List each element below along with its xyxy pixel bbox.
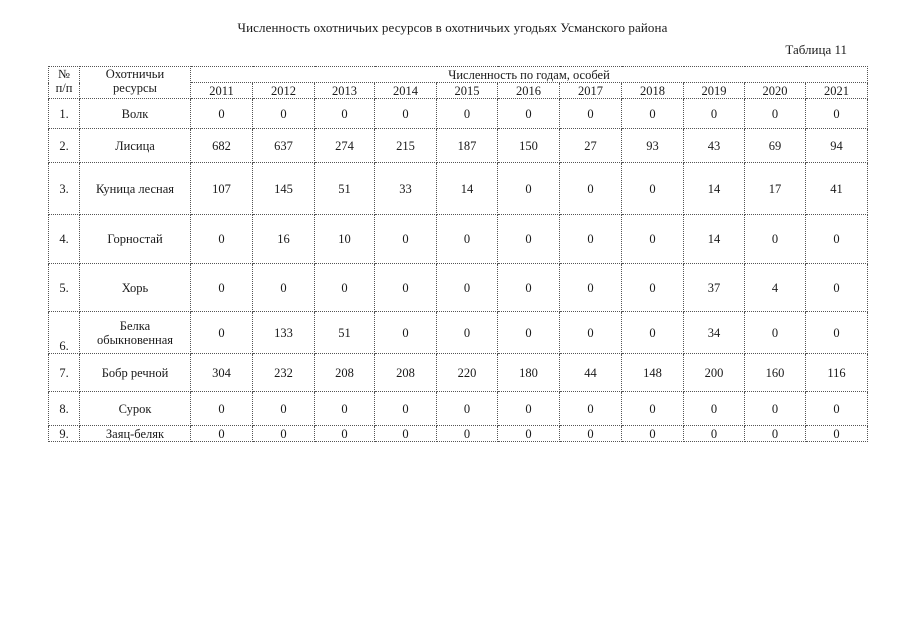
- value-cell-2011: 107: [191, 163, 253, 215]
- value-cell-2017: 27: [560, 129, 622, 163]
- value-cell-2016: 0: [498, 215, 560, 264]
- header-year-2018: 2018: [622, 83, 684, 99]
- value-cell-2021: 116: [806, 354, 868, 392]
- value-cell-2013: 0: [315, 264, 375, 312]
- value-cell-2011: 0: [191, 426, 253, 442]
- value-cell-2020: 0: [745, 426, 806, 442]
- value-cell-2013: 10: [315, 215, 375, 264]
- value-cell-2014: 215: [375, 129, 437, 163]
- value-cell-2013: 0: [315, 392, 375, 426]
- value-cell-2017: 0: [560, 99, 622, 129]
- header-year-2012: 2012: [253, 83, 315, 99]
- value-cell-2013: 0: [315, 426, 375, 442]
- table-row: [49, 129, 868, 163]
- value-cell-2013: 51: [315, 163, 375, 215]
- row-number: 1.: [49, 99, 80, 129]
- value-cell-2019: 14: [684, 163, 745, 215]
- header-year-2021: 2021: [806, 83, 868, 99]
- value-cell-2015: 0: [437, 392, 498, 426]
- value-cell-2011: 0: [191, 215, 253, 264]
- value-cell-2015: 220: [437, 354, 498, 392]
- value-cell-2018: 148: [622, 354, 684, 392]
- value-cell-2017: 44: [560, 354, 622, 392]
- header-year-2015: 2015: [437, 83, 498, 99]
- header-resource-line2: ресурсы: [113, 81, 157, 95]
- resource-name: Белка обыкновенная: [80, 312, 191, 354]
- resource-name: Заяц-беляк: [80, 426, 191, 442]
- value-cell-2019: 0: [684, 392, 745, 426]
- value-cell-2014: 0: [375, 392, 437, 426]
- value-cell-2020: 0: [745, 215, 806, 264]
- header-num-line1: №: [58, 67, 70, 81]
- header-year-2016: 2016: [498, 83, 560, 99]
- value-cell-2018: 0: [622, 264, 684, 312]
- value-cell-2014: 0: [375, 426, 437, 442]
- value-cell-2011: 0: [191, 392, 253, 426]
- value-cell-2011: 0: [191, 312, 253, 354]
- value-cell-2018: 0: [622, 426, 684, 442]
- value-cell-2021: 94: [806, 129, 868, 163]
- value-cell-2012: 0: [253, 264, 315, 312]
- table-caption: Таблица 11: [785, 42, 847, 57]
- resource-name: Хорь: [80, 264, 191, 312]
- value-cell-2014: 208: [375, 354, 437, 392]
- value-cell-2012: 0: [253, 99, 315, 129]
- row-number: 7.: [49, 354, 80, 392]
- table-row: [49, 312, 868, 354]
- value-cell-2020: 69: [745, 129, 806, 163]
- value-cell-2016: 0: [498, 426, 560, 442]
- value-cell-2018: 0: [622, 163, 684, 215]
- table-row: [49, 215, 868, 264]
- value-cell-2015: 0: [437, 426, 498, 442]
- value-cell-2011: 682: [191, 129, 253, 163]
- value-cell-2017: 0: [560, 163, 622, 215]
- value-cell-2012: 637: [253, 129, 315, 163]
- value-cell-2013: 208: [315, 354, 375, 392]
- header-year-2017: 2017: [560, 83, 622, 99]
- value-cell-2012: 0: [253, 426, 315, 442]
- value-cell-2021: 0: [806, 392, 868, 426]
- value-cell-2016: 180: [498, 354, 560, 392]
- value-cell-2018: 93: [622, 129, 684, 163]
- value-cell-2012: 232: [253, 354, 315, 392]
- header-year-2020: 2020: [745, 83, 806, 99]
- table-row: [49, 99, 868, 129]
- value-cell-2017: 0: [560, 392, 622, 426]
- value-cell-2019: 37: [684, 264, 745, 312]
- population-table: [48, 66, 868, 442]
- row-number: 4.: [49, 215, 80, 264]
- value-cell-2014: 0: [375, 312, 437, 354]
- row-number: 8.: [49, 392, 80, 426]
- header-year-2019: 2019: [684, 83, 745, 99]
- value-cell-2020: 0: [745, 99, 806, 129]
- value-cell-2016: 0: [498, 163, 560, 215]
- row-number: 9.: [49, 426, 80, 442]
- value-cell-2012: 0: [253, 392, 315, 426]
- value-cell-2020: 0: [745, 392, 806, 426]
- value-cell-2021: 0: [806, 99, 868, 129]
- header-resource-line1: Охотничьи: [105, 67, 165, 81]
- value-cell-2019: 0: [684, 426, 745, 442]
- value-cell-2013: 51: [315, 312, 375, 354]
- header-row-1: [49, 67, 868, 83]
- value-cell-2015: 0: [437, 215, 498, 264]
- header-year-2011: 2011: [191, 83, 253, 99]
- value-cell-2019: 34: [684, 312, 745, 354]
- value-cell-2021: 0: [806, 426, 868, 442]
- table-row: [49, 392, 868, 426]
- header-years-title: Численность по годам, особей: [191, 67, 868, 83]
- value-cell-2019: 43: [684, 129, 745, 163]
- value-cell-2016: 0: [498, 392, 560, 426]
- value-cell-2017: 0: [560, 215, 622, 264]
- table-row: [49, 426, 868, 442]
- table-row: [49, 264, 868, 312]
- value-cell-2015: 187: [437, 129, 498, 163]
- value-cell-2012: 16: [253, 215, 315, 264]
- value-cell-2019: 0: [684, 99, 745, 129]
- value-cell-2020: 4: [745, 264, 806, 312]
- resource-name: Сурок: [80, 392, 191, 426]
- row-number: 6.: [49, 312, 80, 354]
- value-cell-2018: 0: [622, 392, 684, 426]
- value-cell-2014: 0: [375, 99, 437, 129]
- value-cell-2017: 0: [560, 264, 622, 312]
- resource-name: Волк: [80, 99, 191, 129]
- value-cell-2016: 0: [498, 312, 560, 354]
- value-cell-2013: 274: [315, 129, 375, 163]
- resource-name: Бобр речной: [80, 354, 191, 392]
- header-year-2013: 2013: [315, 83, 375, 99]
- value-cell-2014: 0: [375, 215, 437, 264]
- value-cell-2013: 0: [315, 99, 375, 129]
- header-resource-cell: [80, 67, 191, 99]
- value-cell-2020: 17: [745, 163, 806, 215]
- table-row: [49, 354, 868, 392]
- value-cell-2011: 0: [191, 99, 253, 129]
- value-cell-2021: 41: [806, 163, 868, 215]
- value-cell-2019: 14: [684, 215, 745, 264]
- value-cell-2016: 0: [498, 264, 560, 312]
- header-num-line2: п/п: [55, 81, 73, 95]
- value-cell-2019: 200: [684, 354, 745, 392]
- row-number: 2.: [49, 129, 80, 163]
- value-cell-2015: 0: [437, 312, 498, 354]
- value-cell-2020: 160: [745, 354, 806, 392]
- row-number: 5.: [49, 264, 80, 312]
- value-cell-2017: 0: [560, 312, 622, 354]
- value-cell-2020: 0: [745, 312, 806, 354]
- row-number: 3.: [49, 163, 80, 215]
- header-num-cell: [49, 67, 80, 99]
- value-cell-2017: 0: [560, 426, 622, 442]
- value-cell-2012: 145: [253, 163, 315, 215]
- value-cell-2021: 0: [806, 312, 868, 354]
- value-cell-2018: 0: [622, 99, 684, 129]
- table-row: [49, 163, 868, 215]
- value-cell-2014: 33: [375, 163, 437, 215]
- resource-name: Куница лесная: [80, 163, 191, 215]
- value-cell-2016: 150: [498, 129, 560, 163]
- value-cell-2016: 0: [498, 99, 560, 129]
- document-title: Численность охотничьих ресурсов в охотничьих угодьях Усманского района: [237, 20, 668, 35]
- resource-name: Лисица: [80, 129, 191, 163]
- value-cell-2011: 0: [191, 264, 253, 312]
- value-cell-2015: 0: [437, 99, 498, 129]
- value-cell-2011: 304: [191, 354, 253, 392]
- value-cell-2018: 0: [622, 312, 684, 354]
- value-cell-2015: 14: [437, 163, 498, 215]
- header-year-2014: 2014: [375, 83, 437, 99]
- value-cell-2018: 0: [622, 215, 684, 264]
- value-cell-2012: 133: [253, 312, 315, 354]
- value-cell-2021: 0: [806, 215, 868, 264]
- resource-name: Горностай: [80, 215, 191, 264]
- value-cell-2015: 0: [437, 264, 498, 312]
- value-cell-2014: 0: [375, 264, 437, 312]
- value-cell-2021: 0: [806, 264, 868, 312]
